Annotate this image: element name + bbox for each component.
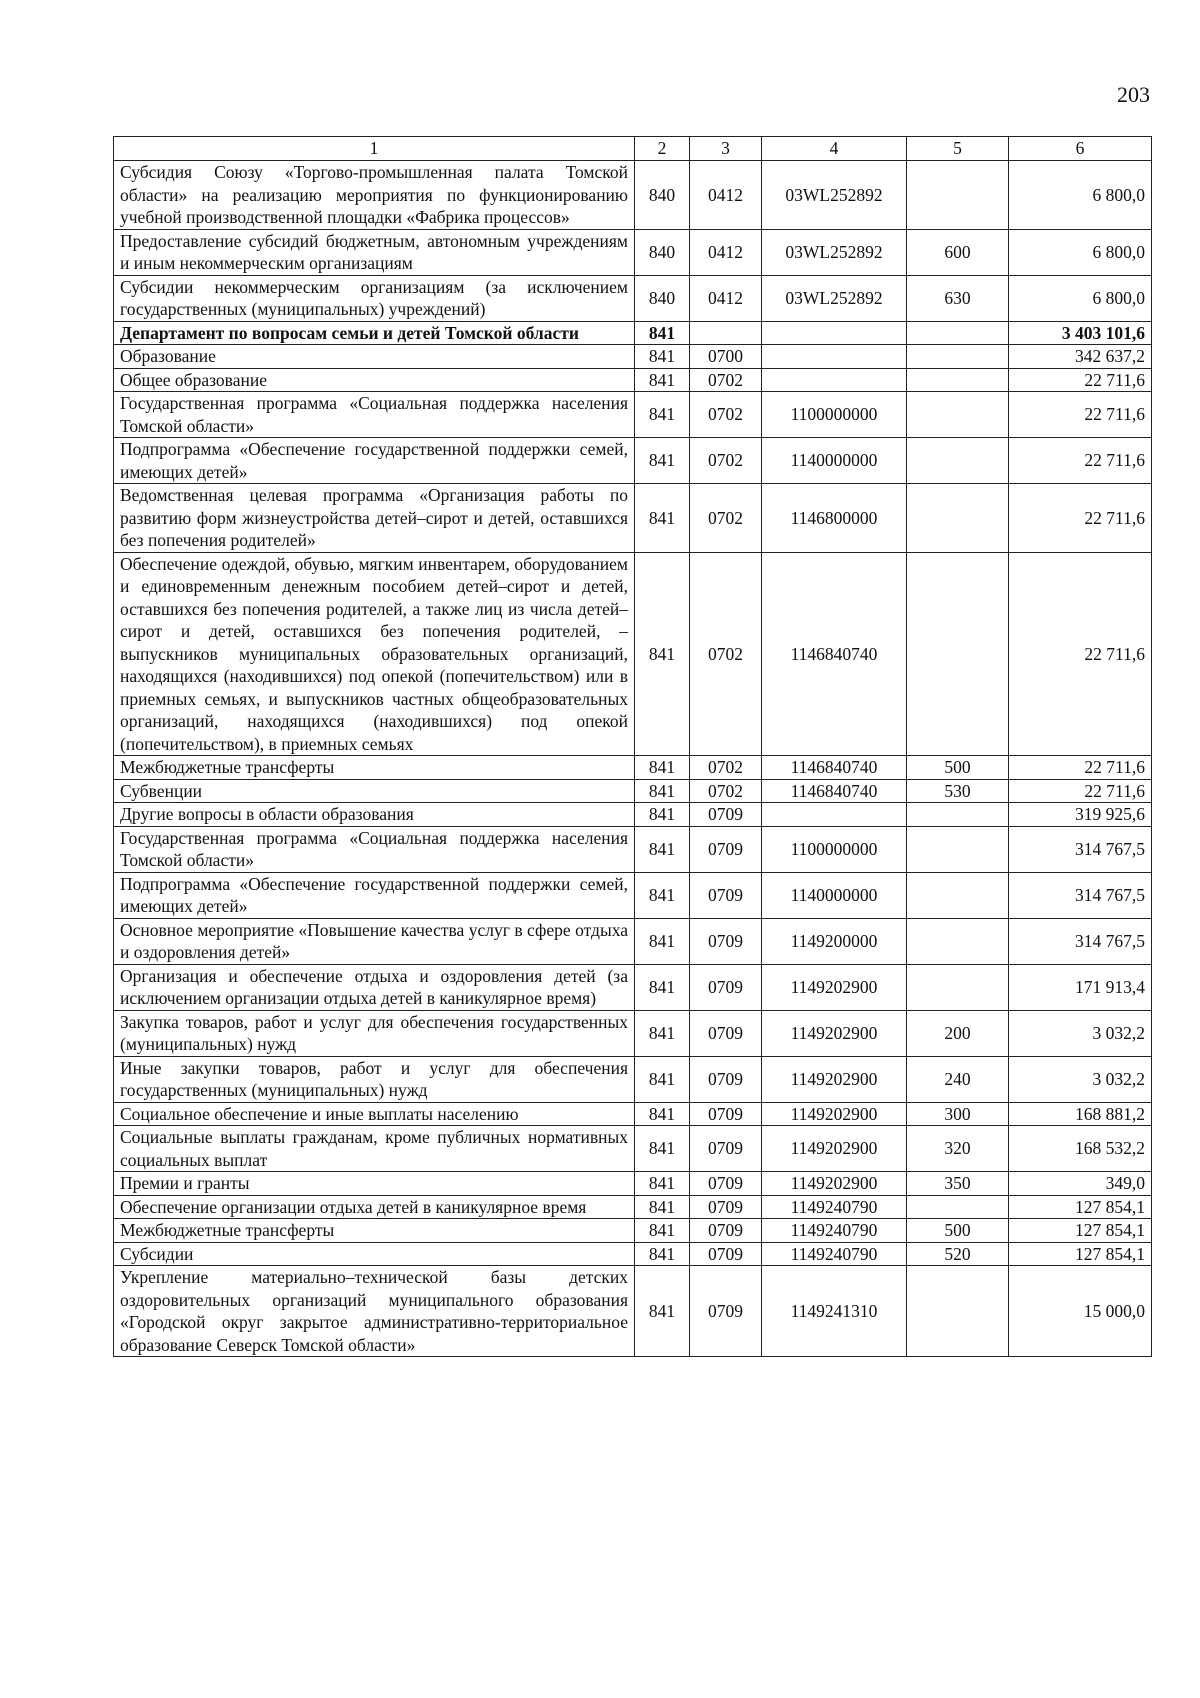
row-expense-type-cell bbox=[907, 1266, 1009, 1357]
row-target-article-cell: 1140000000 bbox=[762, 438, 907, 484]
row-target-article-cell: 03WL252892 bbox=[762, 275, 907, 321]
table-row bbox=[114, 1266, 1152, 1357]
column-header-6: 6 bbox=[1009, 137, 1152, 161]
row-section-code-cell: 0709 bbox=[690, 1195, 762, 1219]
row-section-code-cell: 0709 bbox=[690, 1172, 762, 1196]
table-row bbox=[114, 918, 1152, 964]
row-name-cell: Государственная программа «Социальная поддержка населения Томской области» bbox=[114, 392, 635, 438]
row-amount-cell: 349,0 bbox=[1009, 1172, 1152, 1196]
row-department-code-cell: 841 bbox=[635, 918, 690, 964]
row-department-code-cell: 841 bbox=[635, 1102, 690, 1126]
row-name-cell: Премии и гранты bbox=[114, 1172, 635, 1196]
table-row bbox=[114, 321, 1152, 345]
row-department-code-cell: 841 bbox=[635, 1242, 690, 1266]
row-section-code-cell: 0709 bbox=[690, 1126, 762, 1172]
row-section-code-cell: 0709 bbox=[690, 1056, 762, 1102]
table-row bbox=[114, 826, 1152, 872]
row-name-cell: Обеспечение одеждой, обувью, мягким инвентарем, оборудованием и единовременным денежным пособием детей–сирот и детей, оставшихся без попечения родителей, а также лиц из числа детей–сирот и детей, оставшихся без попечения родителей, – выпускников муниципальных образовательных организаций, находящихся (находившихся) под опекой (попечительством) или в приемных семьях, и выпускников частных общеобразовательных организаций, находящихся (находившихся) под опекой (попечительством), в приемных семьях bbox=[114, 552, 635, 756]
row-amount-cell: 6 800,0 bbox=[1009, 275, 1152, 321]
row-target-article-cell: 1149241310 bbox=[762, 1266, 907, 1357]
row-amount-cell: 314 767,5 bbox=[1009, 918, 1152, 964]
row-name-cell: Предоставление субсидий бюджетным, автономным учреждениям и иным некоммерческим организациям bbox=[114, 229, 635, 275]
row-amount-cell: 168 881,2 bbox=[1009, 1102, 1152, 1126]
row-target-article-cell: 03WL252892 bbox=[762, 161, 907, 230]
row-department-code-cell: 841 bbox=[635, 392, 690, 438]
table-row bbox=[114, 275, 1152, 321]
table-row bbox=[114, 345, 1152, 369]
row-amount-cell: 6 800,0 bbox=[1009, 161, 1152, 230]
row-department-code-cell: 841 bbox=[635, 321, 690, 345]
row-department-code-cell: 841 bbox=[635, 345, 690, 369]
row-section-code-cell: 0709 bbox=[690, 1266, 762, 1357]
row-department-code-cell: 841 bbox=[635, 1195, 690, 1219]
row-name-cell: Департамент по вопросам семьи и детей Томской области bbox=[114, 321, 635, 345]
row-target-article-cell: 1146800000 bbox=[762, 484, 907, 553]
table-row bbox=[114, 484, 1152, 553]
row-expense-type-cell: 520 bbox=[907, 1242, 1009, 1266]
row-section-code-cell: 0702 bbox=[690, 484, 762, 553]
row-section-code-cell: 0709 bbox=[690, 964, 762, 1010]
row-expense-type-cell: 300 bbox=[907, 1102, 1009, 1126]
row-name-cell: Государственная программа «Социальная поддержка населения Томской области» bbox=[114, 826, 635, 872]
row-amount-cell: 6 800,0 bbox=[1009, 229, 1152, 275]
row-department-code-cell: 841 bbox=[635, 438, 690, 484]
row-amount-cell: 127 854,1 bbox=[1009, 1195, 1152, 1219]
row-expense-type-cell: 630 bbox=[907, 275, 1009, 321]
row-amount-cell: 319 925,6 bbox=[1009, 803, 1152, 827]
row-name-cell: Подпрограмма «Обеспечение государственной поддержки семей, имеющих детей» bbox=[114, 872, 635, 918]
row-target-article-cell: 1146840740 bbox=[762, 779, 907, 803]
row-amount-cell: 3 032,2 bbox=[1009, 1056, 1152, 1102]
row-amount-cell: 314 767,5 bbox=[1009, 872, 1152, 918]
row-target-article-cell: 1149200000 bbox=[762, 918, 907, 964]
row-expense-type-cell bbox=[907, 392, 1009, 438]
row-section-code-cell: 0709 bbox=[690, 803, 762, 827]
table-row bbox=[114, 1102, 1152, 1126]
row-expense-type-cell bbox=[907, 368, 1009, 392]
row-name-cell: Межбюджетные трансферты bbox=[114, 756, 635, 780]
table-row bbox=[114, 1172, 1152, 1196]
table-row bbox=[114, 161, 1152, 230]
row-section-code-cell: 0702 bbox=[690, 438, 762, 484]
row-expense-type-cell bbox=[907, 1195, 1009, 1219]
table-row bbox=[114, 392, 1152, 438]
table-row bbox=[114, 964, 1152, 1010]
row-amount-cell: 22 711,6 bbox=[1009, 552, 1152, 756]
table-row bbox=[114, 1056, 1152, 1102]
row-section-code-cell: 0702 bbox=[690, 552, 762, 756]
row-name-cell: Социальное обеспечение и иные выплаты населению bbox=[114, 1102, 635, 1126]
table-body bbox=[114, 161, 1152, 1357]
row-department-code-cell: 841 bbox=[635, 552, 690, 756]
row-section-code-cell: 0709 bbox=[690, 1242, 762, 1266]
row-name-cell: Субвенции bbox=[114, 779, 635, 803]
row-name-cell: Образование bbox=[114, 345, 635, 369]
row-target-article-cell: 1149202900 bbox=[762, 1056, 907, 1102]
row-expense-type-cell bbox=[907, 345, 1009, 369]
row-target-article-cell: 1149202900 bbox=[762, 1102, 907, 1126]
row-amount-cell: 22 711,6 bbox=[1009, 392, 1152, 438]
row-name-cell: Основное мероприятие «Повышение качества услуг в сфере отдыха и оздоровления детей» bbox=[114, 918, 635, 964]
row-expense-type-cell: 200 bbox=[907, 1010, 1009, 1056]
table-row bbox=[114, 1195, 1152, 1219]
row-amount-cell: 15 000,0 bbox=[1009, 1266, 1152, 1357]
row-amount-cell: 22 711,6 bbox=[1009, 438, 1152, 484]
row-department-code-cell: 840 bbox=[635, 161, 690, 230]
row-section-code-cell: 0709 bbox=[690, 1010, 762, 1056]
row-amount-cell: 342 637,2 bbox=[1009, 345, 1152, 369]
row-name-cell: Другие вопросы в области образования bbox=[114, 803, 635, 827]
row-section-code-cell: 0709 bbox=[690, 872, 762, 918]
row-amount-cell: 3 403 101,6 bbox=[1009, 321, 1152, 345]
row-name-cell: Укрепление материально–технической базы детских оздоровительных организаций муниципального образования «Городской округ закрытое административно-территориальное образование Северск Томской области» bbox=[114, 1266, 635, 1357]
row-name-cell: Социальные выплаты гражданам, кроме публичных нормативных социальных выплат bbox=[114, 1126, 635, 1172]
row-expense-type-cell bbox=[907, 872, 1009, 918]
row-target-article-cell: 03WL252892 bbox=[762, 229, 907, 275]
row-department-code-cell: 841 bbox=[635, 1219, 690, 1243]
row-amount-cell: 127 854,1 bbox=[1009, 1219, 1152, 1243]
row-target-article-cell: 1149202900 bbox=[762, 1126, 907, 1172]
column-header-2: 2 bbox=[635, 137, 690, 161]
row-department-code-cell: 841 bbox=[635, 484, 690, 553]
row-name-cell: Общее образование bbox=[114, 368, 635, 392]
row-department-code-cell: 841 bbox=[635, 779, 690, 803]
page-number: 203 bbox=[1117, 82, 1150, 107]
row-target-article-cell: 1149240790 bbox=[762, 1195, 907, 1219]
row-expense-type-cell: 600 bbox=[907, 229, 1009, 275]
row-expense-type-cell bbox=[907, 964, 1009, 1010]
row-name-cell: Подпрограмма «Обеспечение государственной поддержки семей, имеющих детей» bbox=[114, 438, 635, 484]
table-header-row bbox=[114, 137, 1152, 161]
row-section-code-cell bbox=[690, 321, 762, 345]
row-department-code-cell: 841 bbox=[635, 964, 690, 1010]
row-target-article-cell: 1149202900 bbox=[762, 1172, 907, 1196]
row-name-cell: Межбюджетные трансферты bbox=[114, 1219, 635, 1243]
table-row bbox=[114, 1126, 1152, 1172]
row-department-code-cell: 841 bbox=[635, 826, 690, 872]
row-target-article-cell bbox=[762, 321, 907, 345]
row-target-article-cell: 1149240790 bbox=[762, 1219, 907, 1243]
row-amount-cell: 3 032,2 bbox=[1009, 1010, 1152, 1056]
row-section-code-cell: 0702 bbox=[690, 779, 762, 803]
table-row bbox=[114, 1242, 1152, 1266]
row-expense-type-cell bbox=[907, 803, 1009, 827]
row-section-code-cell: 0702 bbox=[690, 392, 762, 438]
row-expense-type-cell: 240 bbox=[907, 1056, 1009, 1102]
row-department-code-cell: 841 bbox=[635, 756, 690, 780]
row-department-code-cell: 841 bbox=[635, 1010, 690, 1056]
row-target-article-cell bbox=[762, 368, 907, 392]
row-amount-cell: 22 711,6 bbox=[1009, 779, 1152, 803]
row-section-code-cell: 0412 bbox=[690, 229, 762, 275]
row-department-code-cell: 841 bbox=[635, 803, 690, 827]
column-header-1: 1 bbox=[114, 137, 635, 161]
row-section-code-cell: 0700 bbox=[690, 345, 762, 369]
row-target-article-cell bbox=[762, 345, 907, 369]
row-name-cell: Субсидии bbox=[114, 1242, 635, 1266]
row-expense-type-cell bbox=[907, 438, 1009, 484]
column-header-4: 4 bbox=[762, 137, 907, 161]
row-department-code-cell: 841 bbox=[635, 1172, 690, 1196]
row-target-article-cell: 1100000000 bbox=[762, 392, 907, 438]
row-expense-type-cell bbox=[907, 161, 1009, 230]
row-name-cell: Закупка товаров, работ и услуг для обеспечения государственных (муниципальных) нужд bbox=[114, 1010, 635, 1056]
row-name-cell: Субсидии некоммерческим организациям (за исключением государственных (муниципальных) учреждений) bbox=[114, 275, 635, 321]
row-amount-cell: 22 711,6 bbox=[1009, 368, 1152, 392]
row-expense-type-cell bbox=[907, 552, 1009, 756]
row-name-cell: Обеспечение организации отдыха детей в каникулярное время bbox=[114, 1195, 635, 1219]
table-row bbox=[114, 368, 1152, 392]
row-department-code-cell: 841 bbox=[635, 1126, 690, 1172]
row-name-cell: Субсидия Союзу «Торгово-промышленная палата Томской области» на реализацию мероприятия по функционированию учебной производственной площадки «Фабрика процессов» bbox=[114, 161, 635, 230]
row-amount-cell: 171 913,4 bbox=[1009, 964, 1152, 1010]
row-target-article-cell bbox=[762, 803, 907, 827]
row-section-code-cell: 0702 bbox=[690, 368, 762, 392]
row-section-code-cell: 0709 bbox=[690, 826, 762, 872]
row-expense-type-cell: 500 bbox=[907, 1219, 1009, 1243]
budget-table bbox=[113, 136, 1152, 1357]
row-expense-type-cell bbox=[907, 918, 1009, 964]
table-row bbox=[114, 552, 1152, 756]
row-amount-cell: 22 711,6 bbox=[1009, 756, 1152, 780]
row-name-cell: Ведомственная целевая программа «Организация работы по развитию форм жизнеустройства детей–сирот и детей, оставшихся без попечения родителей» bbox=[114, 484, 635, 553]
row-amount-cell: 314 767,5 bbox=[1009, 826, 1152, 872]
row-section-code-cell: 0702 bbox=[690, 756, 762, 780]
table-row bbox=[114, 1010, 1152, 1056]
row-expense-type-cell: 320 bbox=[907, 1126, 1009, 1172]
row-department-code-cell: 840 bbox=[635, 229, 690, 275]
row-name-cell: Организация и обеспечение отдыха и оздоровления детей (за исключением организации отдыха детей в каникулярное время) bbox=[114, 964, 635, 1010]
row-expense-type-cell bbox=[907, 484, 1009, 553]
row-target-article-cell: 1149240790 bbox=[762, 1242, 907, 1266]
row-amount-cell: 22 711,6 bbox=[1009, 484, 1152, 553]
row-expense-type-cell bbox=[907, 321, 1009, 345]
table-row bbox=[114, 438, 1152, 484]
row-expense-type-cell: 530 bbox=[907, 779, 1009, 803]
row-section-code-cell: 0709 bbox=[690, 1102, 762, 1126]
row-target-article-cell: 1146840740 bbox=[762, 552, 907, 756]
row-expense-type-cell: 350 bbox=[907, 1172, 1009, 1196]
row-target-article-cell: 1149202900 bbox=[762, 964, 907, 1010]
row-department-code-cell: 840 bbox=[635, 275, 690, 321]
row-target-article-cell: 1146840740 bbox=[762, 756, 907, 780]
row-department-code-cell: 841 bbox=[635, 872, 690, 918]
row-amount-cell: 127 854,1 bbox=[1009, 1242, 1152, 1266]
table-row bbox=[114, 229, 1152, 275]
column-header-5: 5 bbox=[907, 137, 1009, 161]
row-department-code-cell: 841 bbox=[635, 1056, 690, 1102]
row-target-article-cell: 1140000000 bbox=[762, 872, 907, 918]
row-department-code-cell: 841 bbox=[635, 368, 690, 392]
row-department-code-cell: 841 bbox=[635, 1266, 690, 1357]
row-amount-cell: 168 532,2 bbox=[1009, 1126, 1152, 1172]
row-section-code-cell: 0412 bbox=[690, 161, 762, 230]
row-expense-type-cell bbox=[907, 826, 1009, 872]
table-row bbox=[114, 872, 1152, 918]
row-section-code-cell: 0709 bbox=[690, 918, 762, 964]
row-name-cell: Иные закупки товаров, работ и услуг для обеспечения государственных (муниципальных) нужд bbox=[114, 1056, 635, 1102]
row-expense-type-cell: 500 bbox=[907, 756, 1009, 780]
table-row bbox=[114, 1219, 1152, 1243]
row-section-code-cell: 0412 bbox=[690, 275, 762, 321]
table-row bbox=[114, 779, 1152, 803]
table-row bbox=[114, 803, 1152, 827]
table-row bbox=[114, 756, 1152, 780]
row-section-code-cell: 0709 bbox=[690, 1219, 762, 1243]
row-target-article-cell: 1149202900 bbox=[762, 1010, 907, 1056]
column-header-3: 3 bbox=[690, 137, 762, 161]
row-target-article-cell: 1100000000 bbox=[762, 826, 907, 872]
